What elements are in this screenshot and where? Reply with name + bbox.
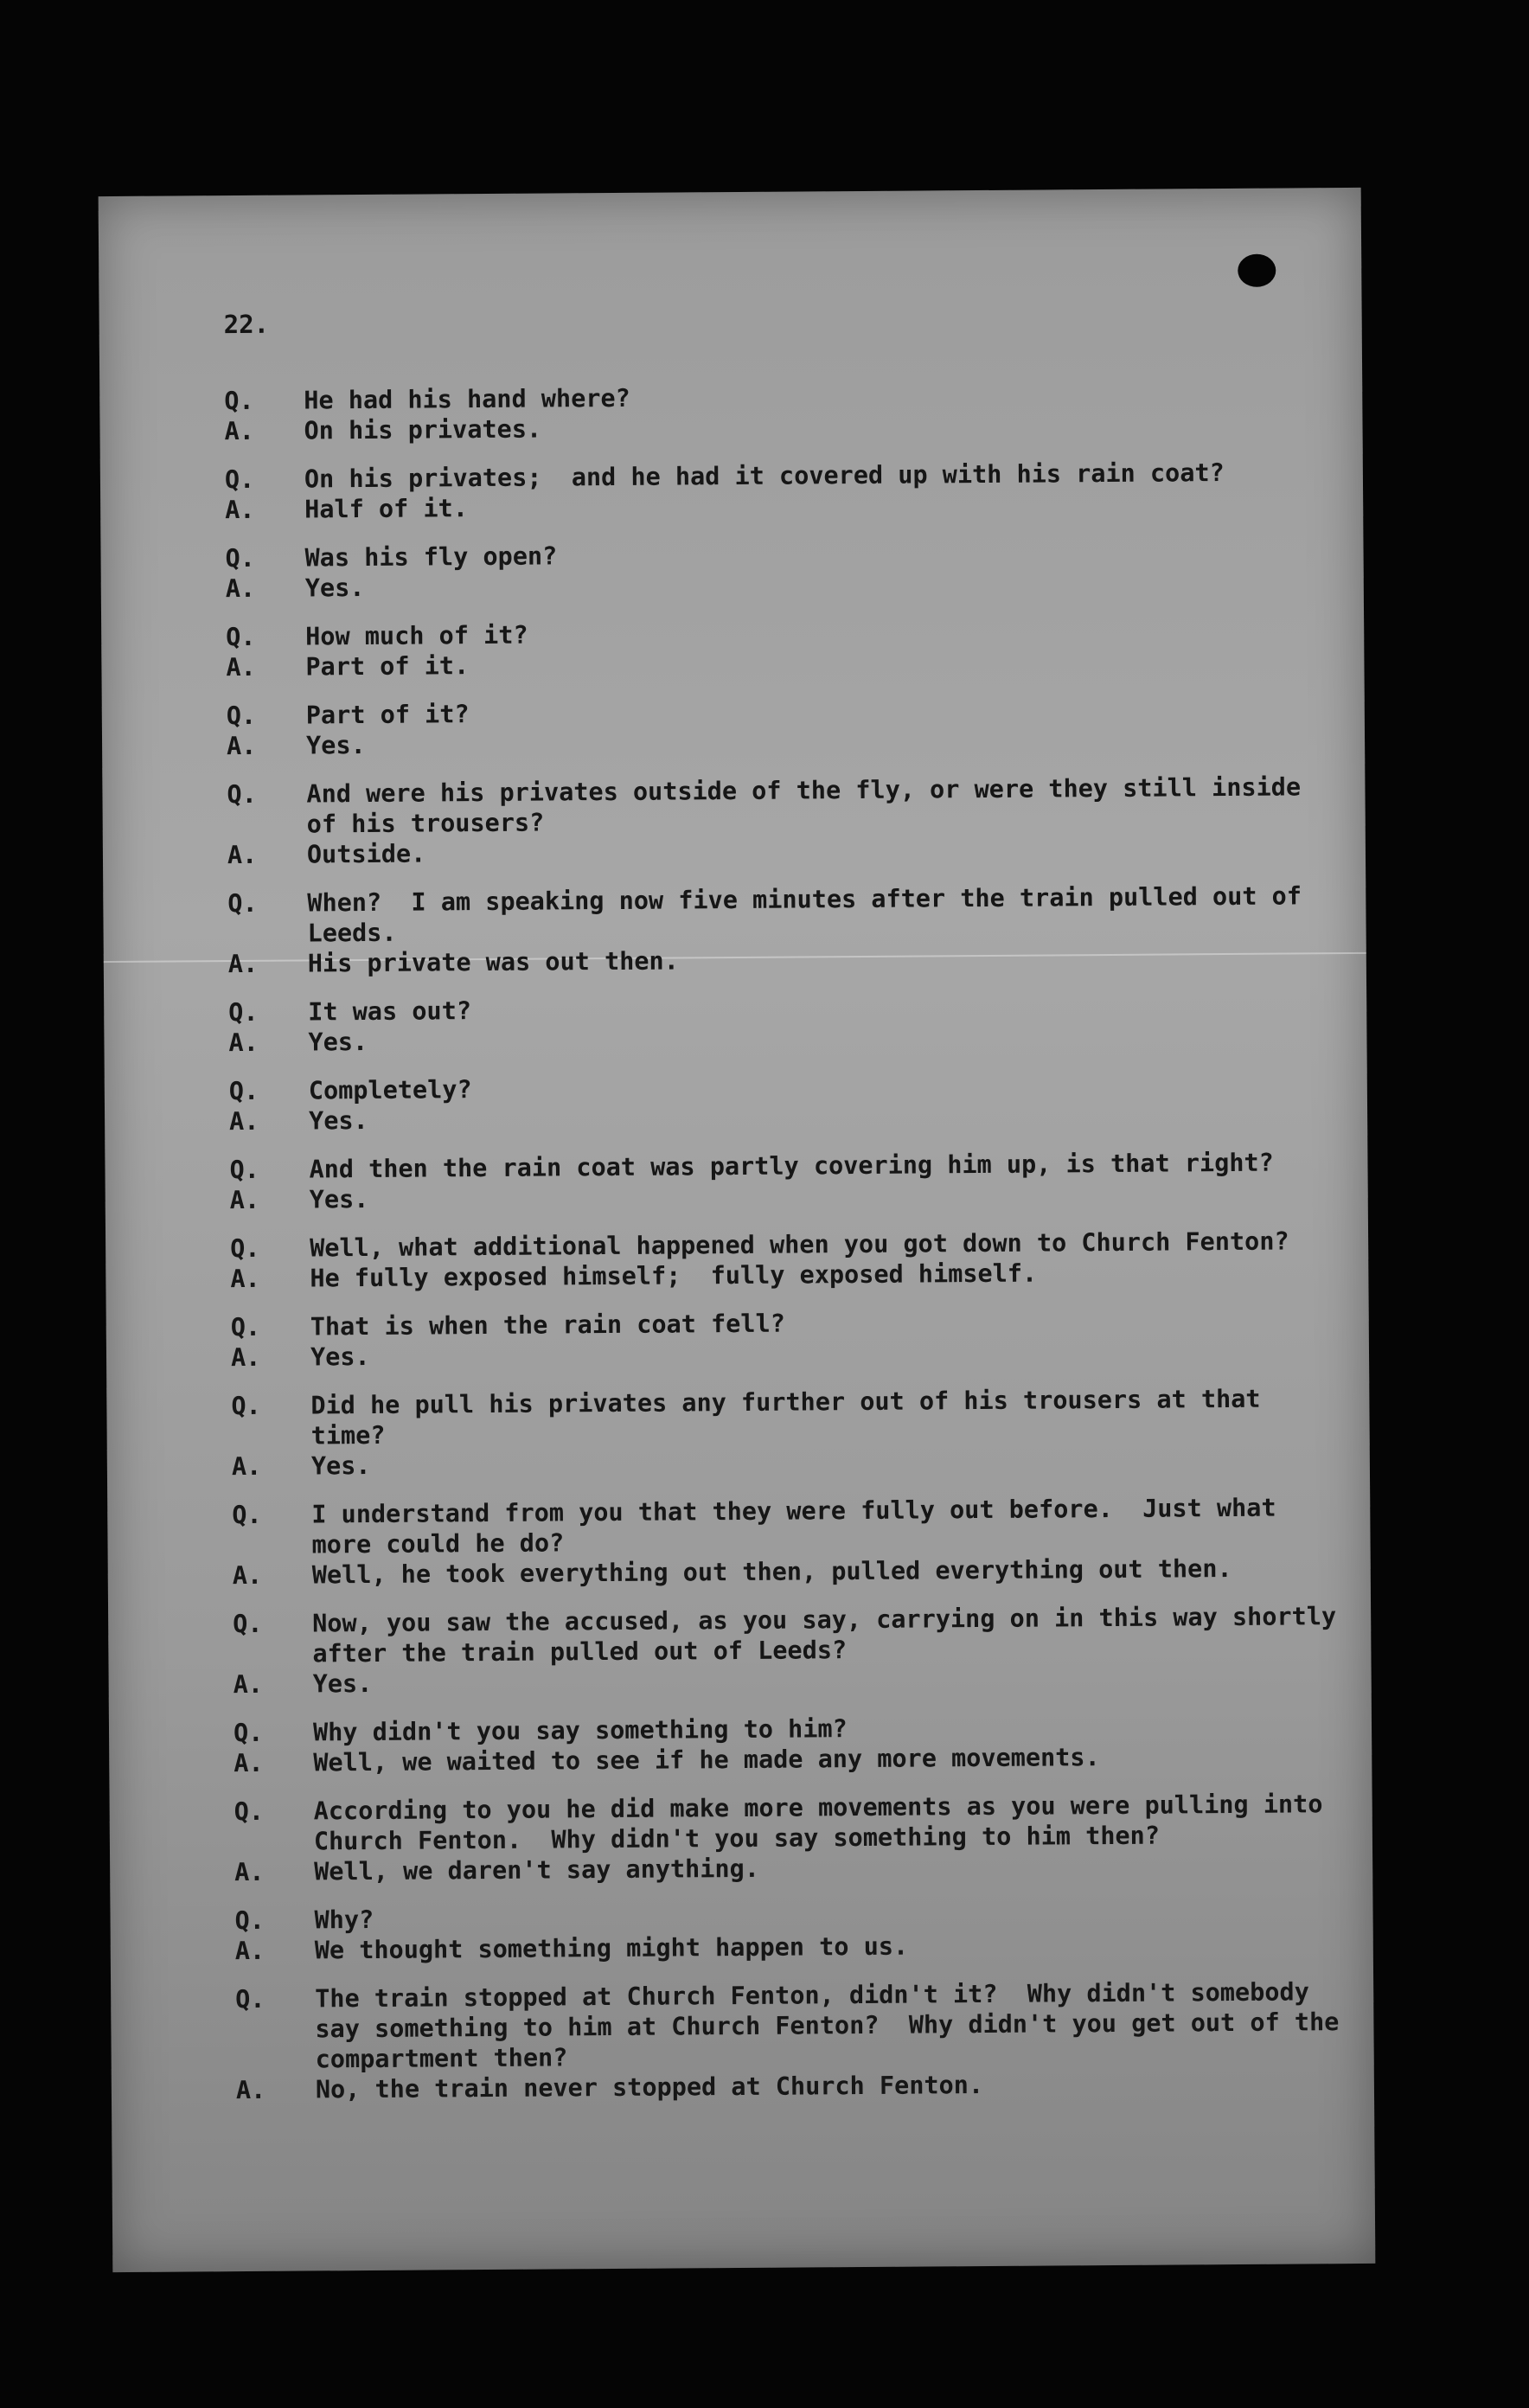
question-text: The train stopped at Church Fenton, didn't it? Why didn't somebody say something to him at Church Fenton? Why didn't you get out of the compartment then? [315,1977,1354,2074]
answer-text: Part of it. [305,651,470,682]
page-number: 22. [223,309,270,340]
question-text: How much of it? [305,620,528,651]
answer-tag: A. [230,1264,260,1294]
question-text: Why didn't you say something to him? [312,1714,848,1747]
answer-tag: A. [225,573,256,604]
qa-pair [231,1304,1347,1373]
qa-pair [226,614,1341,682]
question-text: That is when the rain coat fell? [310,1309,785,1342]
question-text: Completely? [308,1075,472,1105]
answer-text: Yes. [310,1342,370,1372]
answer-tag: A. [227,949,259,979]
question-text: And were his privates outside of the fly, or were they still inside of his trousers? [306,772,1316,839]
qa-pair [233,1601,1352,1700]
answer-tag: A. [235,2075,266,2105]
answer-tag: A. [234,1936,265,1966]
question-text: Why? [314,1905,374,1935]
answer-tag: A. [226,731,257,761]
qa-pair [225,535,1340,604]
answer-tag: A. [226,652,256,682]
qa-pair [230,1226,1346,1294]
qa-pair [227,881,1344,979]
answer-text: Yes. [305,730,366,760]
document-page [99,188,1376,2272]
question-tag: Q. [226,701,257,731]
answer-tag: A. [233,1669,264,1700]
question-tag: Q. [231,1391,261,1421]
answer-text: Well, he took everything out then, pulled everything out then. [311,1554,1232,1590]
question-text: Part of it? [305,700,470,730]
qa-pair [234,1898,1350,1966]
answer-text: Well, we waited to see if he made any more movements. [313,1743,1100,1777]
answer-tag: A. [234,1748,264,1778]
answer-text: He fully exposed himself; fully exposed himself. [310,1258,1038,1293]
question-text: He had his hand where? [304,383,630,415]
answer-tag: A. [230,1342,261,1373]
answer-text: Yes. [309,1184,369,1214]
qa-pair [234,1789,1351,1887]
answer-text: Yes. [304,573,365,603]
question-tag: Q. [234,1905,265,1936]
answer-tag: A. [234,1857,265,1887]
answer-text: Outside. [306,839,426,869]
question-tag: Q. [227,888,258,919]
answer-text: His private was out then. [307,946,679,978]
question-tag: Q. [233,1609,263,1639]
answer-tag: A. [231,1451,262,1482]
question-text: Well, what additional happened when you got down to Church Fenton? [310,1226,1289,1263]
qa-pair [225,457,1340,525]
question-tag: Q. [230,1233,260,1264]
question-text: When? I am speaking now five minutes after the train pulled out of Leeds. [307,881,1317,948]
question-tag: Q. [228,1076,259,1106]
answer-tag: A. [228,1106,259,1137]
answer-text: Well, we daren't say anything. [314,1854,760,1886]
question-line [227,881,1343,949]
question-tag: Q. [224,464,255,495]
question-line [227,772,1342,840]
answer-text: No, the train never stopped at Church Fenton. [315,2071,984,2104]
answer-text: We thought something might happen to us. [314,1931,909,1965]
qa-pair [228,989,1344,1058]
qa-pair [227,772,1343,870]
question-line [232,1492,1347,1560]
question-tag: Q. [233,1718,264,1748]
answer-text: Yes. [310,1451,371,1481]
transcript [224,378,1352,2123]
qa-pair [229,1068,1345,1137]
answer-tag: A. [225,495,255,525]
question-line [234,1789,1350,1857]
question-tag: Q. [235,1984,265,2014]
qa-pair [232,1492,1348,1591]
question-text: I understand from you that they were fully out before. Just what more could he do? [311,1493,1291,1559]
question-tag: Q. [224,386,254,416]
question-text: On his privates; and he had it covered up with his rain coat? [304,458,1225,494]
question-text: It was out? [308,996,472,1027]
question-tag: Q. [227,779,257,810]
answer-tag: A. [232,1560,263,1591]
answer-tag: A. [228,1028,259,1058]
answer-tag: A. [229,1185,260,1215]
answer-tag: A. [227,840,258,870]
answer-tag: A. [224,416,254,446]
question-text: According to you he did make more movements as you were pulling into Church Fenton. Why didn't you say something to him then? [313,1790,1338,1856]
answer-text: Yes. [308,1027,368,1057]
question-text: Did he pull his privates any further out of his trousers at that time? [310,1384,1276,1451]
question-text: Was his fly open? [304,541,558,573]
question-text: Now, you saw the accused, as you say, carrying on in this way shortly after the train pulled out of Leeds? [312,1602,1352,1668]
qa-pair [235,1976,1352,2105]
question-tag: Q. [228,997,259,1028]
question-line [233,1601,1352,1669]
qa-pair [224,378,1340,446]
qa-pair [234,1710,1349,1778]
qa-pair [231,1383,1347,1482]
question-tag: Q. [232,1500,262,1530]
qa-pair [229,1147,1345,1215]
qa-pair [227,693,1342,761]
question-tag: Q. [226,622,256,652]
answer-text: Half of it. [304,494,469,524]
question-tag: Q. [234,1796,265,1827]
answer-text: Yes. [308,1105,368,1136]
question-text: And then the rain coat was partly covering him up, is that right? [309,1148,1274,1184]
question-tag: Q. [225,543,256,573]
question-line [235,1976,1352,2075]
question-tag: Q. [230,1312,261,1342]
question-tag: Q. [229,1155,259,1185]
question-line [231,1383,1347,1451]
answer-text: On his privates. [304,414,542,445]
answer-text: Yes. [312,1668,373,1699]
punch-hole [1238,254,1276,287]
